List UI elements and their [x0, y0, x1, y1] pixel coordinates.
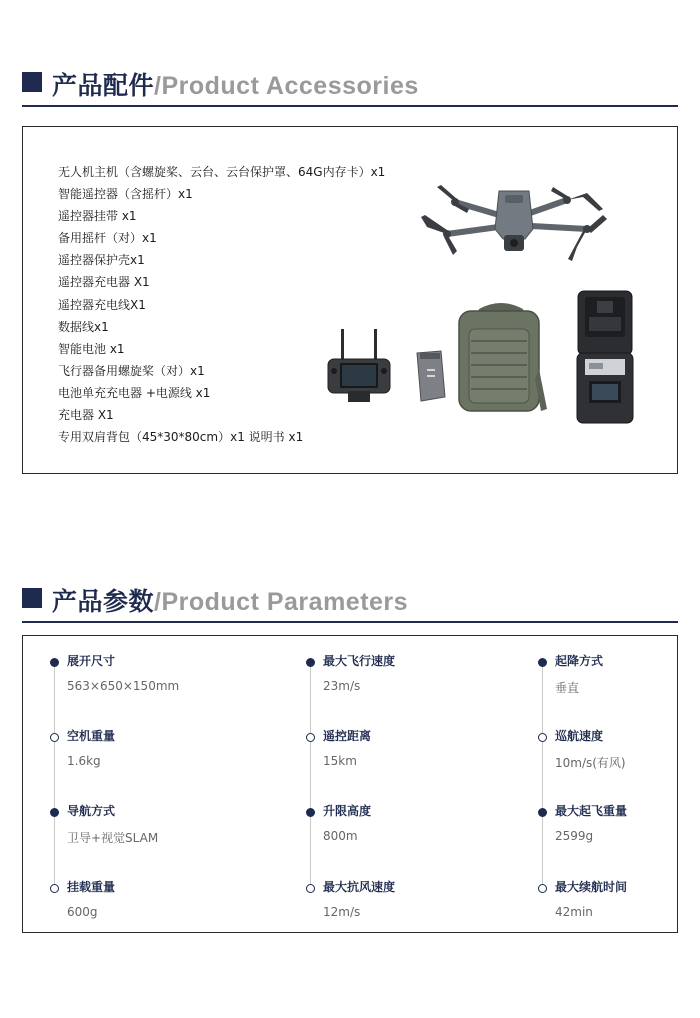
header-square-marker	[22, 72, 42, 92]
accessory-item: 遥控器保护壳x1	[58, 253, 145, 268]
accessory-item: 数据线x1	[58, 319, 109, 334]
parameter-label: 最大续航时间	[555, 880, 628, 894]
parameter-item	[304, 878, 504, 938]
parameter-value: 1.6kg	[67, 754, 101, 768]
parameters-title	[52, 582, 408, 618]
bullet-dot	[538, 884, 547, 893]
parameters-title-en: /Product Parameters	[154, 588, 409, 616]
backpack-image	[453, 299, 549, 419]
parameter-item	[536, 727, 700, 787]
parameter-value: 12m/s	[323, 905, 361, 919]
bullet-dot	[538, 658, 547, 667]
accessories-header	[22, 70, 678, 100]
header-square-marker	[22, 588, 42, 608]
parameter-value: 卫导+视觉SLAM	[67, 831, 159, 845]
parameter-value: 垂直	[555, 681, 580, 695]
parameters-header	[22, 586, 678, 616]
header-rule	[22, 621, 678, 623]
bullet-dot	[306, 884, 315, 893]
parameter-item	[536, 802, 700, 862]
parameter-value: 10m/s(有风)	[555, 756, 626, 770]
parameter-column	[536, 636, 700, 932]
accessory-item: 智能电池 x1	[58, 341, 125, 356]
parameter-item	[48, 652, 248, 712]
parameter-value: 2599g	[555, 829, 594, 843]
bullet-dot	[538, 733, 547, 742]
accessories-title	[52, 66, 419, 102]
parameter-value: 42min	[555, 905, 593, 919]
drone-image	[417, 179, 609, 269]
parameter-label: 最大飞行速度	[323, 654, 396, 668]
parameter-item	[536, 652, 700, 712]
parameters-box	[22, 635, 678, 933]
accessory-item: 电池单充充电器 +电源线 x1	[58, 385, 211, 400]
header-rule	[22, 105, 678, 107]
parameter-label: 最大抗风速度	[323, 880, 396, 894]
bullet-dot	[50, 884, 59, 893]
bullet-dot	[50, 733, 59, 742]
battery-image	[411, 349, 449, 405]
accessories-title-cn: 产品配件	[52, 71, 155, 100]
bullet-dot	[50, 658, 59, 667]
bullet-dot	[538, 808, 547, 817]
parameter-item	[304, 652, 504, 712]
bullet-dot	[306, 733, 315, 742]
accessories-list	[58, 161, 385, 448]
parameter-value: 800m	[323, 829, 358, 843]
parameters-title-cn: 产品参数	[52, 587, 155, 616]
accessory-item: 无人机主机（含螺旋桨、云台、云台保护罩、64G内存卡）x1	[58, 165, 386, 179]
parameter-item	[304, 727, 504, 787]
accessory-item: 遥控器充电器 X1	[58, 275, 150, 290]
parameter-label: 最大起飞重量	[555, 804, 628, 818]
parameter-value: 563×650×150mm	[67, 679, 180, 693]
parameter-label: 导航方式	[67, 804, 116, 818]
parameter-column	[48, 636, 248, 932]
accessory-item: 专用双肩背包（45*30*80cm）x1 说明书 x1	[58, 430, 304, 445]
parameter-label: 空机重量	[67, 729, 116, 743]
accessories-title-en: /Product Accessories	[154, 72, 419, 100]
accessory-item: 充电器 X1	[58, 408, 114, 423]
parameter-item	[536, 878, 700, 938]
parameter-column	[304, 636, 504, 932]
parameter-label: 起降方式	[555, 654, 604, 668]
parameter-label: 巡航速度	[555, 729, 604, 743]
parameter-item	[48, 878, 248, 938]
bullet-dot	[50, 808, 59, 817]
open-case-image	[575, 289, 635, 427]
accessory-item: 备用摇杆（对）x1	[58, 231, 157, 246]
parameter-label: 遥控距离	[323, 729, 372, 743]
parameter-value: 600g	[67, 905, 98, 919]
bullet-dot	[306, 658, 315, 667]
accessory-item: 飞行器备用螺旋桨（对）x1	[58, 363, 205, 378]
parameter-label: 升限高度	[323, 804, 372, 818]
accessory-item: 遥控器充电线X1	[58, 297, 146, 312]
parameter-value: 15km	[323, 754, 357, 768]
accessories-box	[22, 126, 678, 474]
remote-controller-image	[326, 327, 392, 405]
accessory-item: 遥控器挂带 x1	[58, 209, 137, 224]
parameter-label: 展开尺寸	[67, 654, 116, 668]
parameter-item	[48, 727, 248, 787]
bullet-dot	[306, 808, 315, 817]
parameter-label: 挂载重量	[67, 880, 116, 894]
accessory-item: 智能遥控器（含摇杆）x1	[58, 187, 193, 202]
parameter-value: 23m/s	[323, 679, 361, 693]
parameter-item	[48, 802, 248, 862]
parameter-item	[304, 802, 504, 862]
